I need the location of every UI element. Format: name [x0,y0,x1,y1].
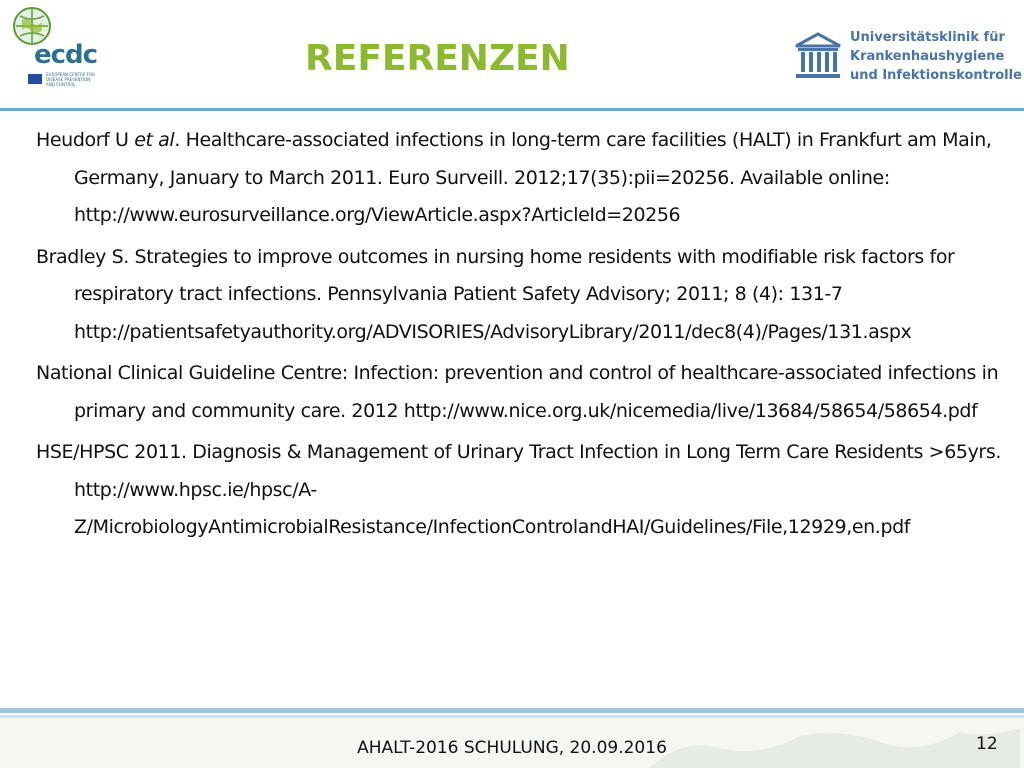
university-name-line1: Universitätsklinik für [850,30,1005,45]
header-divider [0,108,1024,111]
university-name-line2: Krankenhaushygiene [850,49,1005,64]
building-icon [792,30,844,82]
footer-band [0,708,1024,713]
reference-list [36,122,1006,547]
university-name [850,28,1022,85]
reference-item: HSE/HPSC 2011. Diagnosis & Management of Urinary Tract Infection in Long Term Care Residents >65yrs. http://www.hpsc.ie/hpsc/A-Z/MicrobiologyAntimicrobialResistance/InfectionControlandHAI/Guidelines/File,12929,en.pdf [36,441,1001,538]
page-title: REFERENZEN [305,38,570,79]
reference-item [36,122,1006,235]
eu-flag-icon [28,74,42,84]
ecdc-logo [6,6,106,88]
reference-authors: Heudorf U [36,129,135,151]
ecdc-subtext: EUROPEAN CENTRE FOR DISEASE PREVENTION AND CONTROL [46,72,95,87]
reference-item: Bradley S. Strategies to improve outcomes in nursing home residents with modifiable risk factors for respiratory tract infections. Pennsylvania Patient Safety Advisory; 2011; 8 (4): 131-7 http://patientsafetyauthority.org/ADVISORIES/AdvisoryLibrary/2011/dec8(4)/Pages/131.aspx [36,245,955,343]
university-logo [792,28,1022,88]
ecdc-wordmark: ecdc [34,40,98,70]
reference-etal: et al [134,129,175,151]
reference-item: National Clinical Guideline Centre: Infection: prevention and control of healthcare-associated infections in primary and community care. 2012 http://www.nice.org.uk/nicemedia/live/13684/58654/58654.pdf [36,362,999,422]
university-name-line3: und Infektionskontrolle [850,68,1022,83]
footer-caption: AHALT-2016 SCHULUNG, 20.09.2016 [357,738,667,758]
page-number: 12 [976,734,998,754]
reference-body: . Healthcare-associated infections in long-term care facilities (HALT) in Frankfurt am Main, Germany, January to March 2011. Euro Surveill. 2012;17(35):pii=20256. Available online: http://www.eurosurveillance.org/ViewArticle.aspx?ArticleId=20256 [74,129,992,226]
